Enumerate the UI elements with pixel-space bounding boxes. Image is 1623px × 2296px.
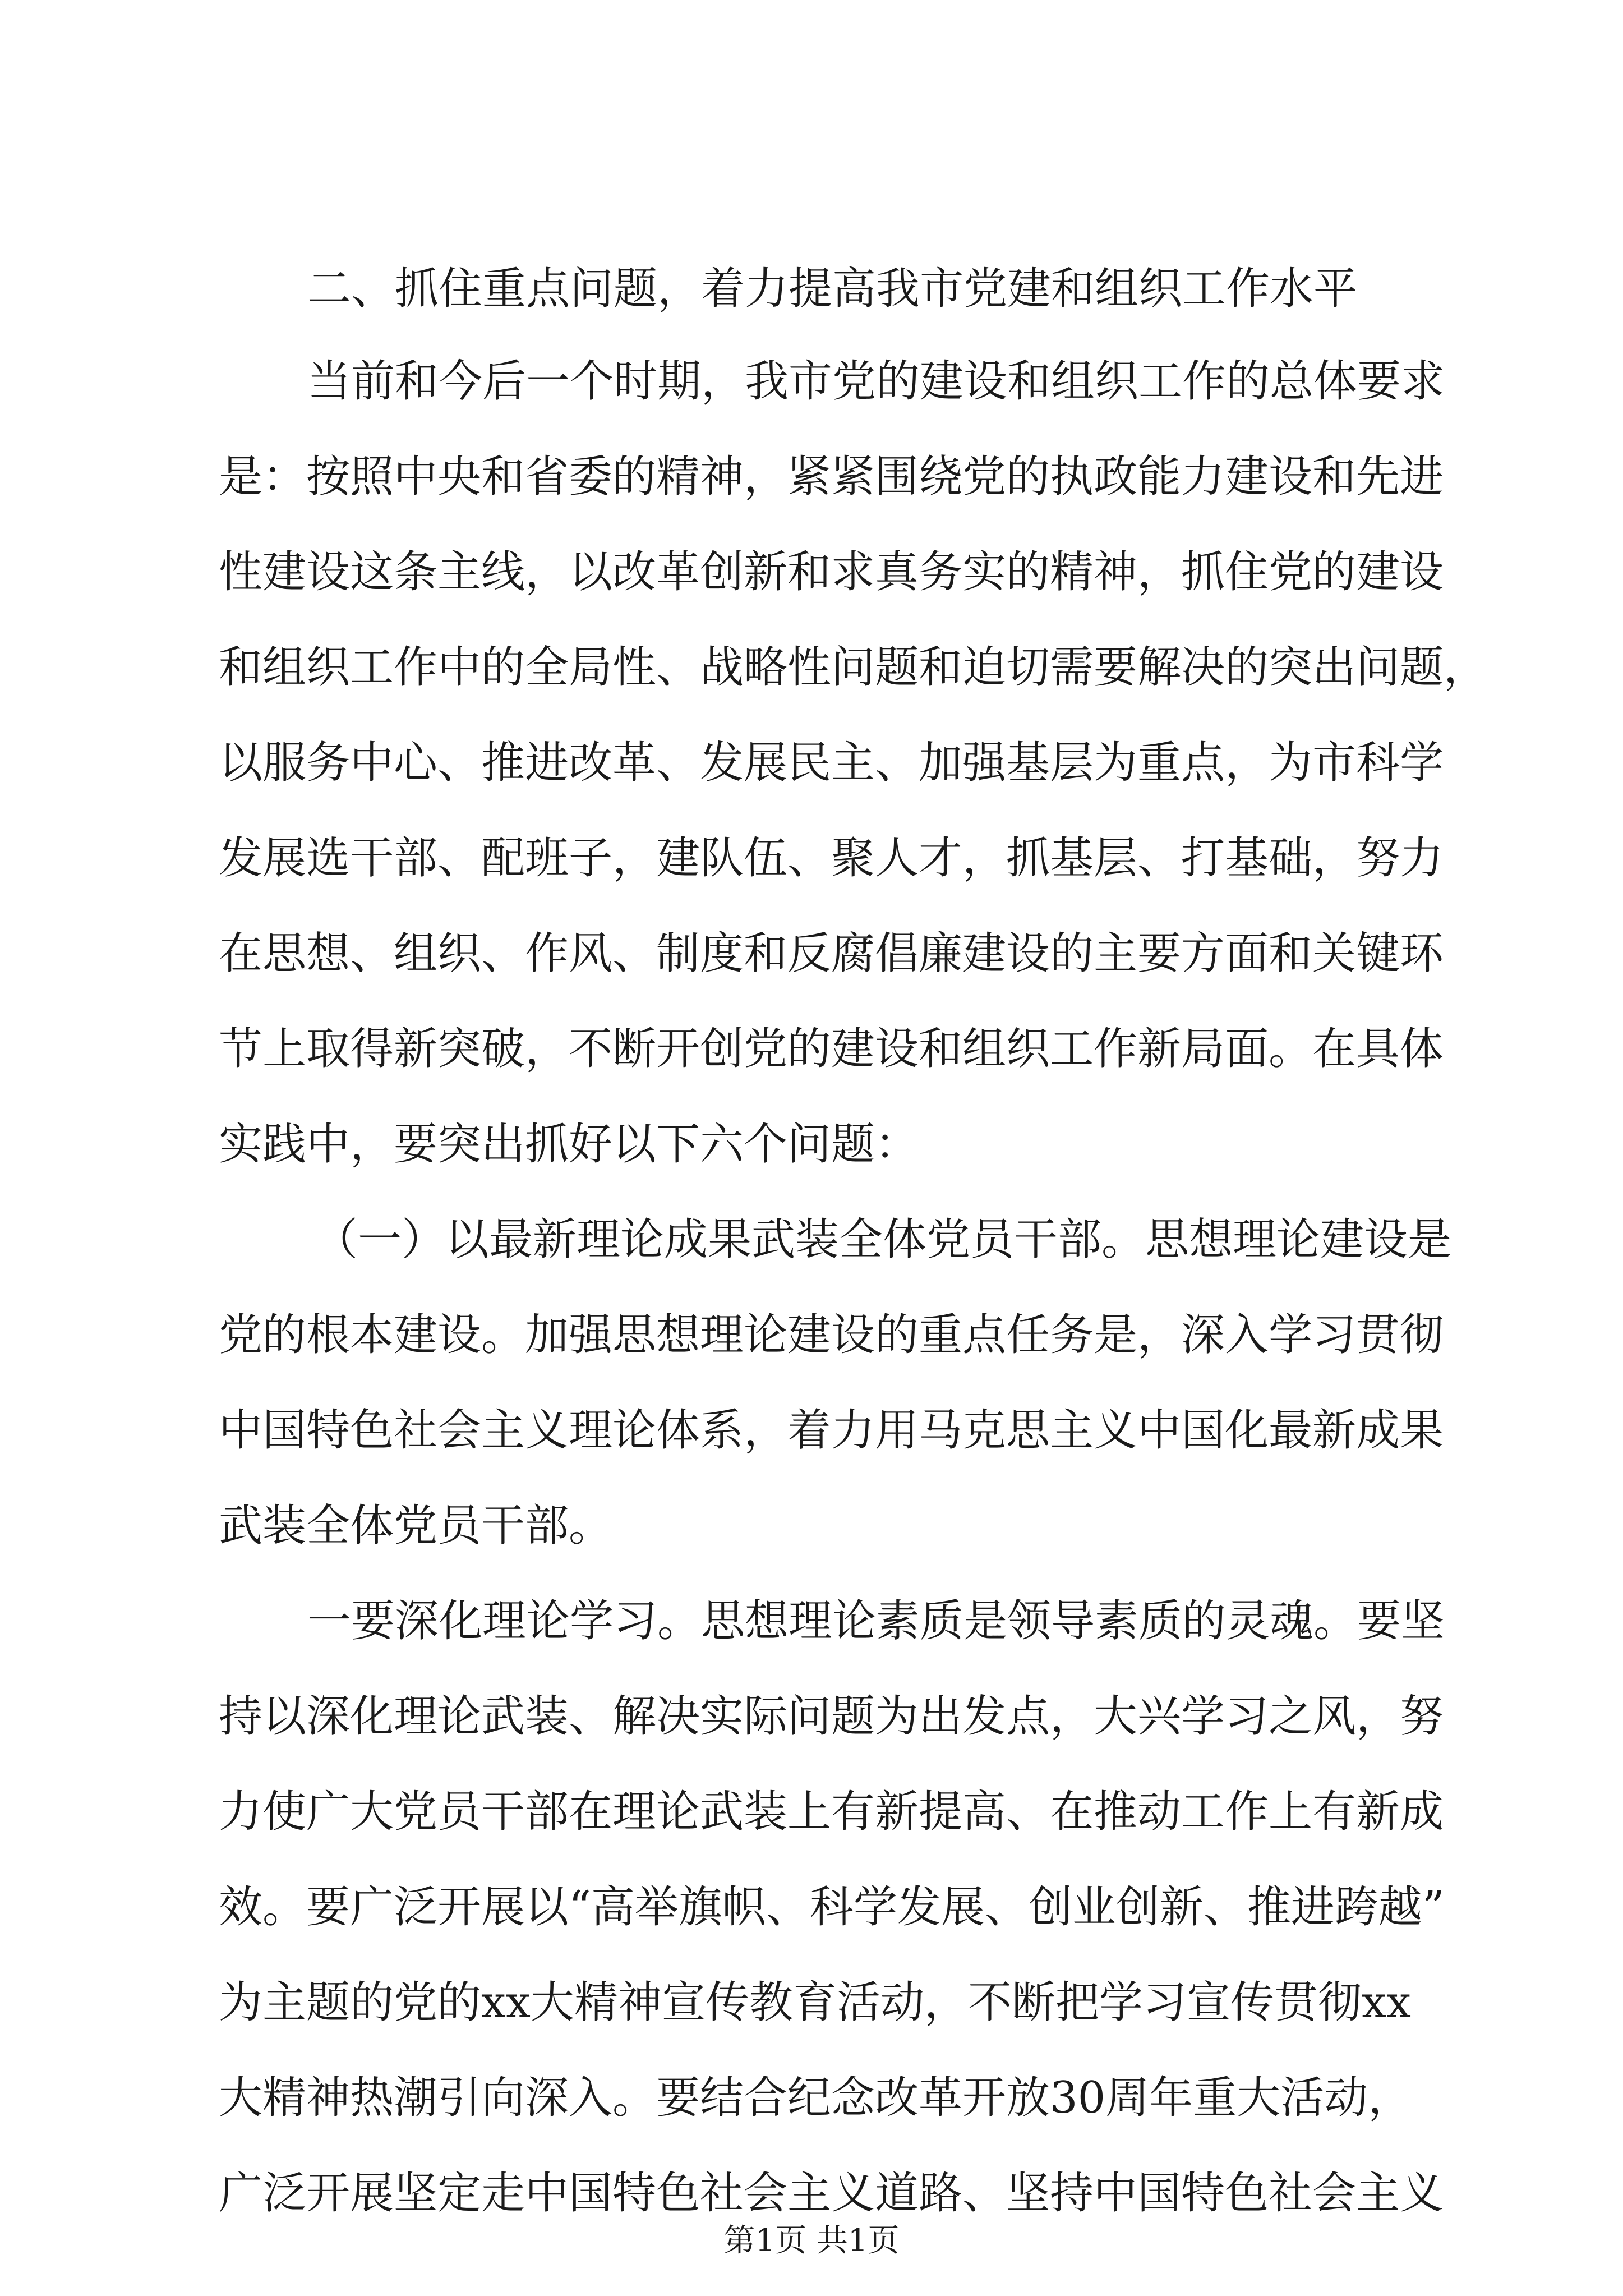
paragraph-line: 持以深化理论武装、解决实际问题为出发点，大兴学习之风，努 [219, 1691, 1444, 1742]
paragraph-line: 和组织工作中的全局性、战略性问题和迫切需要解决的突出问题， [219, 642, 1488, 693]
paragraph-line: 在思想、组织、作风、制度和反腐倡廉建设的主要方面和关键环 [219, 928, 1444, 979]
paragraph-line: 性建设这条主线，以改革创新和求真务实的精神，抓住党的建设 [219, 547, 1444, 597]
paragraph-line: 中国特色社会主义理论体系，着力用马克思主义中国化最新成果 [219, 1405, 1444, 1456]
paragraph-line: 为主题的党的xx大精神宣传教育活动，不断把学习宣传贯彻xx [219, 1977, 1411, 2028]
paragraph-line: 效。要广泛开展以“高举旗帜、科学发展、创业创新、推进跨越” [219, 1882, 1445, 1932]
paragraph-line: 是：按照中央和省委的精神，紧紧围绕党的执政能力建设和先进 [219, 452, 1444, 502]
paragraph-line: 发展选干部、配班子，建队伍、聚人才，抓基层、打基础，努力 [219, 833, 1444, 884]
paragraph-line: 力使广大党员干部在理论武装上有新提高、在推动工作上有新成 [219, 1787, 1444, 1837]
paragraph-line: 实践中，要突出抓好以下六个问题： [219, 1119, 919, 1170]
paragraph-line: 一要深化理论学习。思想理论素质是领导素质的灵魂。要坚 [307, 1596, 1445, 1646]
paragraph-line: 当前和今后一个时期，我市党的建设和组织工作的总体要求 [307, 356, 1445, 407]
section-heading: 二、抓住重点问题，着力提高我市党建和组织工作水平 [307, 264, 1358, 314]
paragraph-line: 以服务中心、推进改革、发展民主、加强基层为重点，为市科学 [219, 738, 1444, 788]
paragraph-line: （一）以最新理论成果武装全体党员干部。思想理论建设是 [314, 1214, 1452, 1265]
page-number-footer: 第1页 共1页 [723, 2223, 900, 2259]
paragraph-line: 党的根本建设。加强思想理论建设的重点任务是，深入学习贯彻 [219, 1310, 1444, 1360]
paragraph-line: 大精神热潮引向深入。要结合纪念改革开放30周年重大活动， [219, 2073, 1412, 2123]
paragraph-line: 广泛开展坚定走中国特色社会主义道路、坚持中国特色社会主义 [219, 2168, 1444, 2219]
paragraph-line: 武装全体党员干部。 [219, 1501, 613, 1551]
paragraph-line: 节上取得新突破，不断开创党的建设和组织工作新局面。在具体 [219, 1024, 1444, 1074]
